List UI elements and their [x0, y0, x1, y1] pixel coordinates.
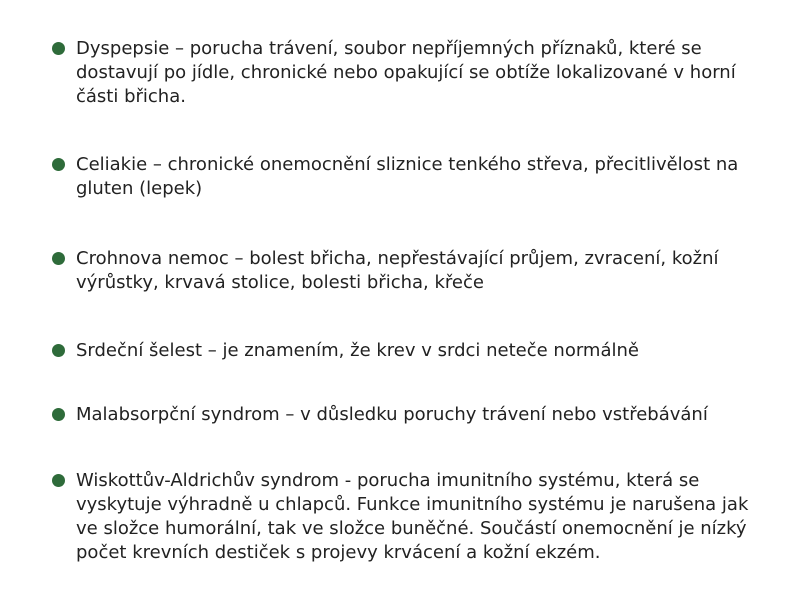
list-item-dyspepsie [52, 37, 774, 109]
list-item-text: Wiskottův-Aldrichův syndrom - porucha imunitního systému, která se vyskytuje výhradně u chlapců. Funkce imunitního systému je narušena jak ve složce humorální, tak ve složce buněčné. Součástí onemocnění je nízký počet krevních destiček s projevy krvácení a kožní ekzém. [76, 470, 749, 563]
list-item-malabsorpcni-syndrom [52, 403, 774, 427]
list-item-celiakie [52, 153, 774, 201]
list-item-crohnova-nemoc [52, 247, 774, 295]
bullet-icon [52, 474, 65, 487]
bullet-icon [52, 158, 65, 171]
bullet-icon [52, 344, 65, 357]
list-item-text: Celiakie – chronické onemocnění sliznice tenkého střeva, přecitlivělost na gluten (lepek) [76, 154, 739, 199]
bullet-icon [52, 252, 65, 265]
list-item-text: Crohnova nemoc – bolest břicha, nepřestávající průjem, zvracení, kožní výrůstky, krvavá stolice, bolesti břicha, křeče [76, 248, 719, 293]
list-item-text: Malabsorpční syndrom – v důsledku poruchy trávení nebo vstřebávání [76, 404, 708, 425]
bullet-icon [52, 42, 65, 55]
list-item-srdecni-selest [52, 339, 774, 363]
list-item-text: Srdeční šelest – je znamením, že krev v srdci neteče normálně [76, 340, 639, 361]
list-item-text: Dyspepsie – porucha trávení, soubor nepříjemných příznaků, které se dostavují po jídle, chronické nebo opakující se obtíže lokalizované v horní části břicha. [76, 38, 736, 107]
list-item-wiskott-aldrich-syndrom [52, 469, 774, 565]
bullet-icon [52, 408, 65, 421]
